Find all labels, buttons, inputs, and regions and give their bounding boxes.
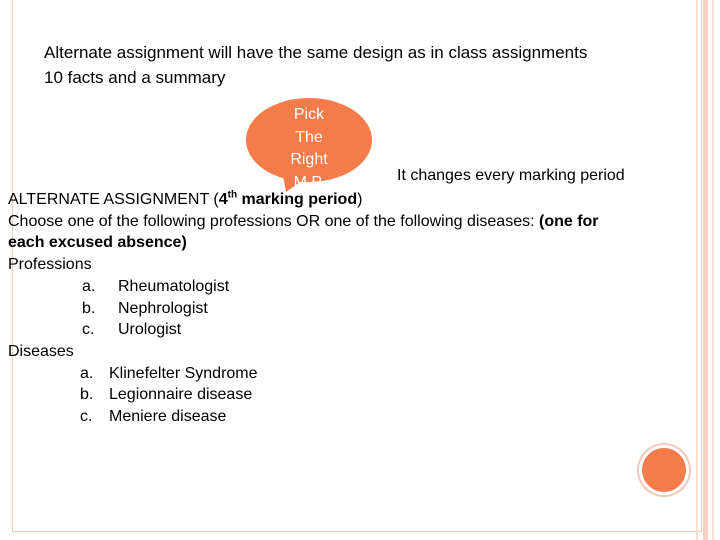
- title-suffix: ): [357, 191, 363, 208]
- instruction-line-1: [8, 211, 698, 233]
- decorative-stripe: [703, 0, 708, 540]
- list-item-disease: [8, 384, 698, 406]
- decorative-stripe: [712, 0, 714, 540]
- title-superscript: th: [227, 189, 238, 201]
- professions-heading: Professions: [8, 256, 92, 274]
- profession-label: Rheumatologist: [118, 277, 230, 295]
- list-item-disease: [8, 406, 698, 428]
- assignment-title: [8, 189, 698, 211]
- list-marker: c.: [80, 408, 93, 426]
- slide-header: [44, 40, 694, 90]
- disease-label: Klinefelter Syndrome: [109, 364, 258, 382]
- callout-line: The: [295, 128, 323, 146]
- instruction-line-2: each excused absence): [8, 234, 187, 252]
- disease-label: Legionnaire disease: [109, 386, 253, 404]
- title-prefix: ALTERNATE ASSIGNMENT (: [8, 191, 219, 208]
- list-marker: a.: [80, 364, 94, 382]
- header-line-2: 10 facts and a summary: [44, 68, 226, 87]
- decorative-circle: [642, 448, 686, 492]
- callout-line: Right: [290, 151, 328, 168]
- title-number: 4: [218, 191, 228, 208]
- instruction-bold: (one for: [538, 212, 599, 230]
- title-bold: marking period: [237, 191, 358, 208]
- list-marker: b.: [80, 386, 94, 404]
- disease-label: Meniere disease: [109, 408, 227, 426]
- list-item-disease: [8, 363, 698, 385]
- list-marker: c.: [82, 321, 95, 339]
- assignment-body: [8, 189, 698, 428]
- list-item-profession: [8, 319, 698, 341]
- instruction-text: Choose one of the following professions OR one of the following diseases:: [8, 212, 539, 230]
- list-marker: b.: [82, 299, 96, 317]
- callout-line: Pick: [293, 106, 325, 123]
- profession-label: Urologist: [118, 321, 182, 339]
- callout-text: [246, 104, 372, 194]
- profession-label: Nephrologist: [118, 299, 208, 317]
- diseases-heading: Diseases: [8, 342, 74, 360]
- header-line-1: Alternate assignment will have the same design as in class assignments: [44, 43, 588, 62]
- period-note: It changes every marking period: [397, 167, 625, 184]
- list-item-profession: [8, 298, 698, 320]
- speech-bubble-callout: [246, 98, 372, 192]
- list-marker: a.: [82, 277, 96, 295]
- callout-line: M.P.: [293, 173, 325, 191]
- list-item-profession: [8, 276, 698, 298]
